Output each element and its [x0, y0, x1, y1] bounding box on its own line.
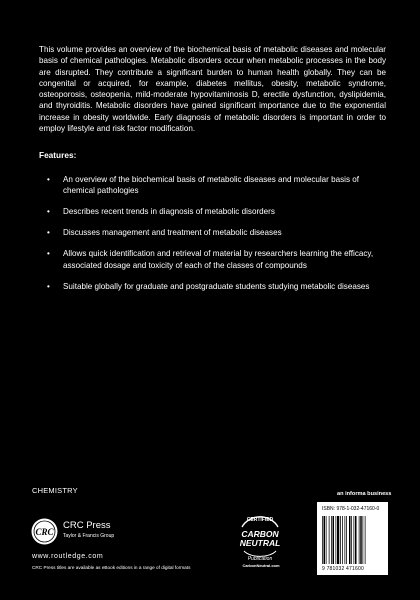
publisher-website: www.routledge.com: [32, 553, 104, 560]
informa-business-label: an informa business: [337, 491, 392, 497]
carbon-main-text-1: CARBON: [241, 529, 279, 539]
bullet-icon: •: [47, 207, 50, 217]
feature-text: An overview of the biochemical basis of metabolic diseases and molecular basis of chemical pathologies: [63, 175, 360, 196]
ebook-note: CRC Press titles are available as eBook editions in a range of digital formats: [32, 565, 191, 570]
features-heading: Features:: [39, 150, 77, 160]
bullet-icon: •: [47, 249, 50, 259]
carbon-main-text-2: NEUTRAL: [239, 538, 281, 548]
feature-item: [39, 206, 384, 217]
feature-text: Suitable globally for graduate and postgraduate students studying metabolic diseases: [63, 281, 370, 291]
carbon-bottom-text: Publication: [247, 556, 273, 562]
features-list: [39, 174, 384, 302]
crc-logo-text: CRC: [35, 527, 54, 537]
carbon-top-text: CERTIFIED: [246, 517, 274, 523]
bullet-icon: •: [47, 175, 50, 184]
feature-text: Discusses management and treatment of metabolic diseases: [63, 228, 282, 238]
feature-item: [39, 248, 384, 271]
barcode-icon: [322, 516, 383, 565]
publisher-group: Taylor & Francis Group: [63, 533, 115, 539]
bullet-icon: •: [47, 281, 50, 291]
bullet-icon: •: [47, 228, 50, 238]
barcode-digits: 9 781032 471600: [322, 566, 364, 572]
isbn-text: ISBN: 978-1-032-47160-0: [322, 506, 380, 512]
feature-item: [39, 174, 384, 197]
back-cover-blurb: This volume provides an overview of the biochemical basis of metabolic diseases and molecular basis of chemical pathologies. Metabolic disorders occur when metabolic processes in the body are disrupted. They contribute a significant burden to human health globally. They can be congenital or acquired, for example, diabetes mellitus, obesity, metabolic syndrome, osteoporosis, osteopenia, mild-moderate hypovitaminosis D, erectile dysfunction, dyslipidemia, and thyroiditis. Metabolic disorders have gained significant importance due to the exponential increase in obesity worldwide. Early diagnosis of metabolic disorders is important in order to employ lifestyle and risk factor modification.: [39, 45, 386, 134]
subject-category: CHEMISTRY: [32, 486, 78, 495]
carbon-neutral-url: CarbonNeutral.com: [242, 563, 280, 568]
isbn-barcode: [317, 502, 388, 575]
feature-text: Allows quick identification and retrieval of material by researchers learning the efficacy, associated dosage and toxicity of each of the classes of compounds: [63, 249, 374, 270]
publisher-name: CRC Press: [63, 520, 111, 531]
feature-item: [39, 281, 384, 292]
feature-item: [39, 227, 384, 238]
crc-logo-icon: [31, 518, 58, 545]
carbon-neutral-logo: [236, 513, 284, 563]
feature-text: Describes recent trends in diagnosis of metabolic disorders: [63, 207, 275, 217]
